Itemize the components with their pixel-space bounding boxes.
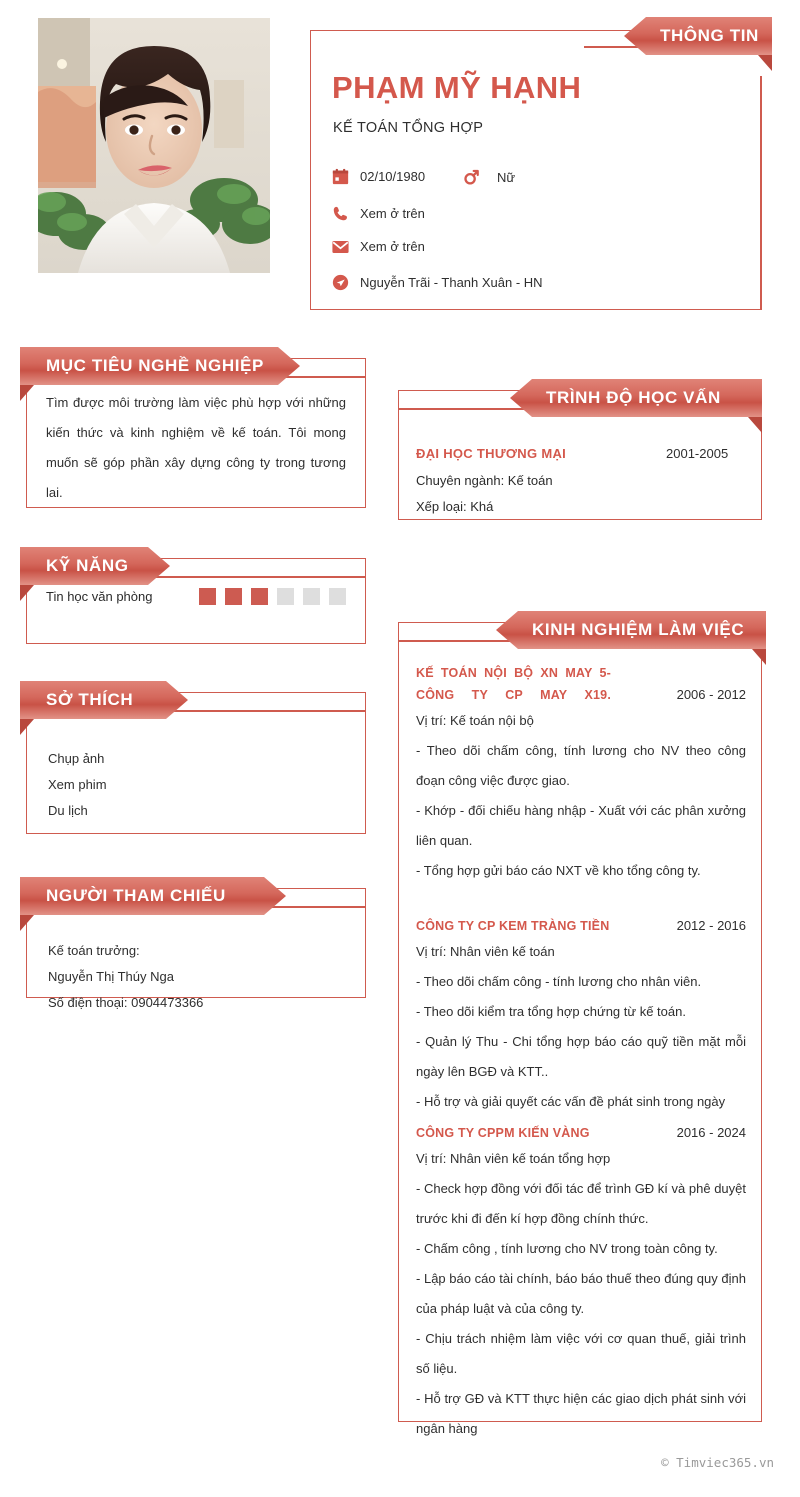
experience-bullet: - Theo dõi chấm công - tính lương cho nhân viên. bbox=[416, 974, 702, 989]
gender-value: Nữ bbox=[497, 169, 516, 185]
education-grade: Xếp loại: Khá bbox=[416, 499, 494, 514]
section-ribbon-info-label: THÔNG TIN bbox=[660, 26, 759, 45]
education-years: 2001-2005 bbox=[666, 446, 729, 461]
experience-bullet: Vị trí: Nhân viên kế toán bbox=[416, 944, 555, 959]
list-item: Kế toán trưởng: bbox=[48, 943, 140, 958]
skill-rating-square bbox=[251, 588, 268, 605]
experience-company: CÔNG TY CPPM KIẾN VÀNG bbox=[416, 1126, 590, 1140]
section-ribbon-references bbox=[20, 877, 286, 915]
experience-bullet: - Check hợp đồng với đối tác để trình GĐ kí và phê duyệt trước khi đi đến kí hợp đồng chính thức. bbox=[416, 1181, 746, 1226]
hobbies-ribbon-connector bbox=[172, 710, 366, 712]
experience-item-head bbox=[416, 662, 746, 706]
experience-bullet: - Theo dõi chấm công, tính lương cho NV theo công đoạn công việc được giao. bbox=[416, 743, 746, 788]
phone-value: Xem ở trên bbox=[360, 206, 425, 221]
experience-bullet: - Chấm công , tính lương cho NV trong toàn công ty. bbox=[416, 1241, 718, 1256]
address-value: Nguyễn Trãi - Thanh Xuân - HN bbox=[360, 275, 543, 290]
skill-rating-square bbox=[225, 588, 242, 605]
experience-bullet: - Khớp - đối chiếu hàng nhập - Xuất với các phân xưởng liên quan. bbox=[416, 803, 746, 848]
candidate-job-title: KẾ TOÁN TỔNG HỢP bbox=[333, 120, 484, 136]
skill-label: Tin học văn phòng bbox=[46, 589, 153, 604]
skill-rating-square bbox=[329, 588, 346, 605]
education-major: Chuyên ngành: Kế toán bbox=[416, 473, 553, 488]
skill-rating-square bbox=[303, 588, 320, 605]
section-ribbon-hobbies bbox=[20, 681, 188, 719]
skill-item bbox=[46, 588, 346, 605]
experience-years: 2006 - 2012 bbox=[676, 687, 746, 702]
footer-credit: © Timviec365.vn bbox=[661, 1455, 774, 1470]
experience-item-head bbox=[416, 915, 746, 937]
section-ribbon-skills bbox=[20, 547, 170, 585]
skill-rating-square bbox=[199, 588, 216, 605]
experience-years: 2012 - 2016 bbox=[676, 918, 746, 933]
section-ribbon-education-label: TRÌNH ĐỘ HỌC VẤN bbox=[546, 388, 721, 407]
experience-item bbox=[416, 915, 746, 1117]
section-ribbon-experience bbox=[496, 611, 766, 649]
education-school: ĐẠI HỌC THƯƠNG MẠI bbox=[416, 446, 567, 461]
experience-item bbox=[416, 1122, 746, 1444]
phone-icon bbox=[332, 205, 358, 222]
hobbies-list bbox=[48, 746, 107, 824]
gender-female-icon bbox=[463, 168, 497, 186]
list-item: Chụp ảnh bbox=[48, 751, 105, 766]
objective-text: Tìm được môi trường làm việc phù hợp với những kiến thức và kinh nghiệm về kế toán. Tôi mong muốn sẽ góp phần xây dựng công ty trong tương lai. bbox=[46, 395, 346, 500]
calendar-icon bbox=[332, 168, 358, 185]
section-ribbon-objective-label: MỤC TIÊU NGHỀ NGHIỆP bbox=[46, 356, 264, 375]
page-title: PHẠM MỸ HẠNH bbox=[332, 70, 582, 105]
section-ribbon-hobbies-label: SỞ THÍCH bbox=[46, 690, 134, 709]
experience-bullet: - Hỗ trợ GĐ và KTT thực hiện các giao dịch phát sinh với ngân hàng bbox=[416, 1391, 746, 1436]
section-ribbon-experience-label: KINH NGHIỆM LÀM VIỆC bbox=[532, 620, 745, 639]
skill-rating-square bbox=[277, 588, 294, 605]
references-list bbox=[48, 938, 203, 1016]
experience-bullet: - Quản lý Thu - Chi tổng hợp báo cáo quỹ tiền mặt mỗi ngày lên BGĐ và KTT.. bbox=[416, 1034, 746, 1079]
skill-rating bbox=[199, 588, 346, 605]
experience-years: 2016 - 2024 bbox=[676, 1125, 746, 1140]
envelope-icon bbox=[332, 240, 358, 254]
contact-row-address bbox=[332, 274, 543, 291]
experience-bullet: Vị trí: Kế toán nội bộ bbox=[416, 713, 534, 728]
section-ribbon-skills-label: KỸ NĂNG bbox=[46, 556, 129, 575]
contact-row-dob bbox=[332, 168, 425, 185]
experience-bullet: - Tổng hợp gửi báo cáo NXT về kho tổng công ty. bbox=[416, 863, 701, 878]
avatar bbox=[38, 18, 270, 273]
experience-bullet: - Hỗ trợ và giải quyết các vấn đề phát sinh trong ngày bbox=[416, 1094, 726, 1109]
experience-bullets bbox=[416, 706, 746, 886]
experience-bullets bbox=[416, 937, 746, 1117]
experience-bullet: - Chịu trách nhiệm làm việc với cơ quan thuế, giải trình số liệu. bbox=[416, 1331, 746, 1376]
experience-company: CÔNG TY CP KEM TRÀNG TIỀN bbox=[416, 919, 610, 933]
section-ribbon-education bbox=[510, 379, 762, 417]
experience-bullet: - Theo dõi kiểm tra tổng hợp chứng từ kế toán. bbox=[416, 1004, 686, 1019]
list-item: Xem phim bbox=[48, 777, 107, 792]
experience-bullets bbox=[416, 1144, 746, 1444]
skills-ribbon-connector bbox=[152, 576, 366, 578]
section-ribbon-objective bbox=[20, 347, 300, 385]
location-send-icon bbox=[332, 274, 358, 291]
experience-item bbox=[416, 662, 746, 886]
info-panel-right-border bbox=[760, 76, 762, 310]
dob-value: 02/10/1980 bbox=[360, 169, 426, 184]
section-ribbon-references-label: NGƯỜI THAM CHIẾU bbox=[46, 886, 226, 905]
email-value: Xem ở trên bbox=[360, 239, 425, 254]
contact-row-phone bbox=[332, 205, 425, 222]
experience-item-head bbox=[416, 1122, 746, 1144]
contact-row-gender bbox=[463, 168, 515, 186]
contact-row-email bbox=[332, 239, 425, 254]
portrait-photo bbox=[38, 18, 270, 273]
experience-bullet: - Lập báo cáo tài chính, báo báo thuế theo đúng quy định của pháp luật và của công ty. bbox=[416, 1271, 746, 1316]
experience-bullet: Vị trí: Nhân viên kế toán tổng hợp bbox=[416, 1151, 611, 1166]
list-item: Du lịch bbox=[48, 803, 88, 818]
section-ribbon-info bbox=[624, 17, 772, 55]
experience-company: KẾ TOÁN NỘI BỘ XN MAY 5- CÔNG TY CP MAY X19. bbox=[416, 666, 611, 702]
list-item: Số điện thoại: 0904473366 bbox=[48, 995, 204, 1010]
list-item: Nguyễn Thị Thúy Nga bbox=[48, 969, 174, 984]
